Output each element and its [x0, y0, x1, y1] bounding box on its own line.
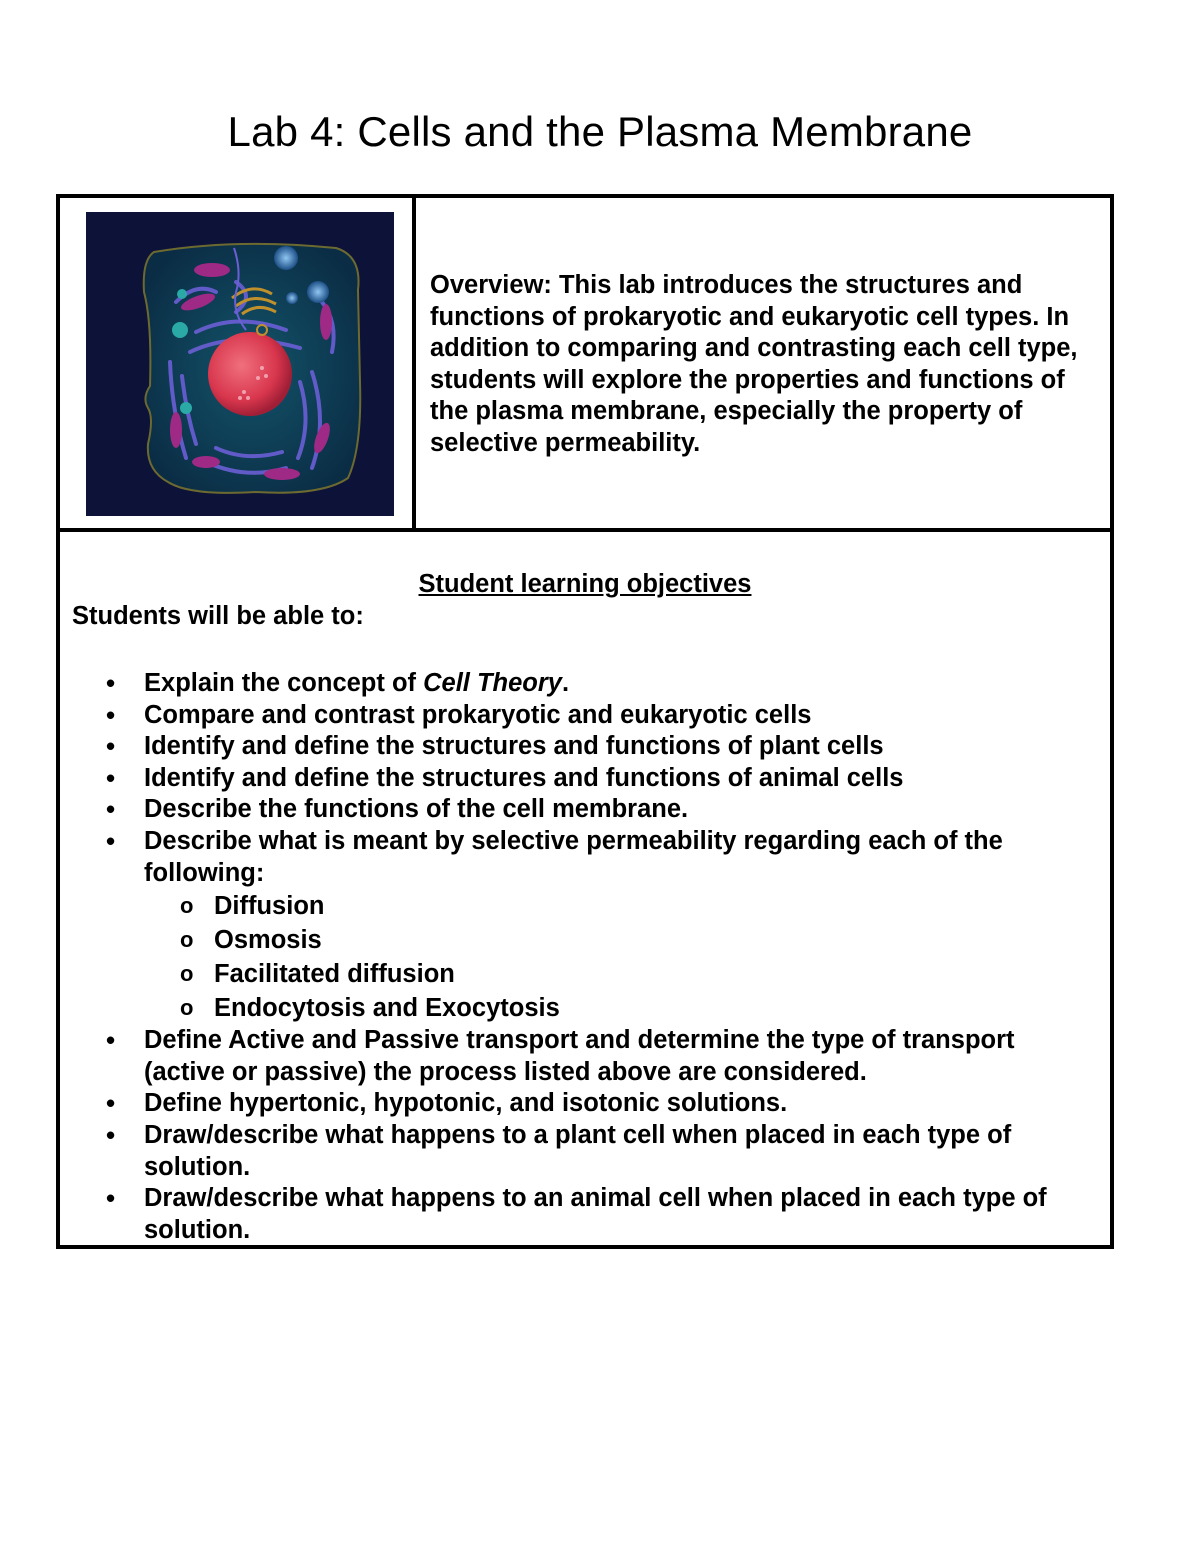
- sub-list-item: o Diffusion: [144, 889, 1100, 923]
- sub-list-item: o Endocytosis and Exocytosis: [144, 991, 1100, 1025]
- list-item-punctuation: .: [562, 669, 570, 697]
- sub-list: [144, 889, 1100, 1025]
- list-item: • Draw/describe what happens to a plant cell when placed in each type of solution.: [60, 1120, 1100, 1183]
- sub-list-item: o Facilitated diffusion: [144, 957, 1100, 991]
- cell-image-cell: [60, 198, 416, 528]
- list-item: • Identify and define the structures and functions of plant cells: [60, 731, 1100, 763]
- list-item-text: Explain the concept of: [144, 669, 424, 697]
- list-item: • Draw/describe what happens to an animal cell when placed in each type of solution.: [60, 1183, 1100, 1246]
- list-item: • Describe the functions of the cell membrane.: [60, 794, 1100, 826]
- page-title: Lab 4: Cells and the Plasma Membrane: [227, 108, 973, 155]
- overview-text: Overview: This lab introduces the structures and functions of prokaryotic and eukaryotic cell types. In addition to comparing and contrasting each cell type, students will explore the properties and functions of the plasma membrane, especially the property of selective permeability.: [430, 271, 1078, 457]
- animal-cell-illustration: [86, 212, 394, 516]
- sub-list-item: o Osmosis: [144, 923, 1100, 957]
- list-item: [60, 668, 1100, 700]
- list-item-text: Describe what is meant by selective permeability regarding each of the following:: [144, 826, 1003, 887]
- list-item: • Define Active and Passive transport and determine the type of transport (active or passive) the process listed above are considered.: [60, 1025, 1100, 1088]
- cell-theory-term: Cell Theory: [423, 669, 562, 697]
- list-item: [60, 826, 1100, 1025]
- objectives-intro: Students will be able to:: [72, 602, 364, 630]
- list-item: • Compare and contrast prokaryotic and eukaryotic cells: [60, 700, 1100, 732]
- objectives-list: [60, 668, 1100, 1246]
- objectives-heading: Student learning objectives: [418, 570, 752, 598]
- list-item: • Define hypertonic, hypotonic, and isotonic solutions.: [60, 1088, 1100, 1120]
- overview-row: [60, 198, 1110, 532]
- list-item: • Identify and define the structures and functions of animal cells: [60, 763, 1100, 795]
- lab-summary-table: [56, 194, 1114, 1249]
